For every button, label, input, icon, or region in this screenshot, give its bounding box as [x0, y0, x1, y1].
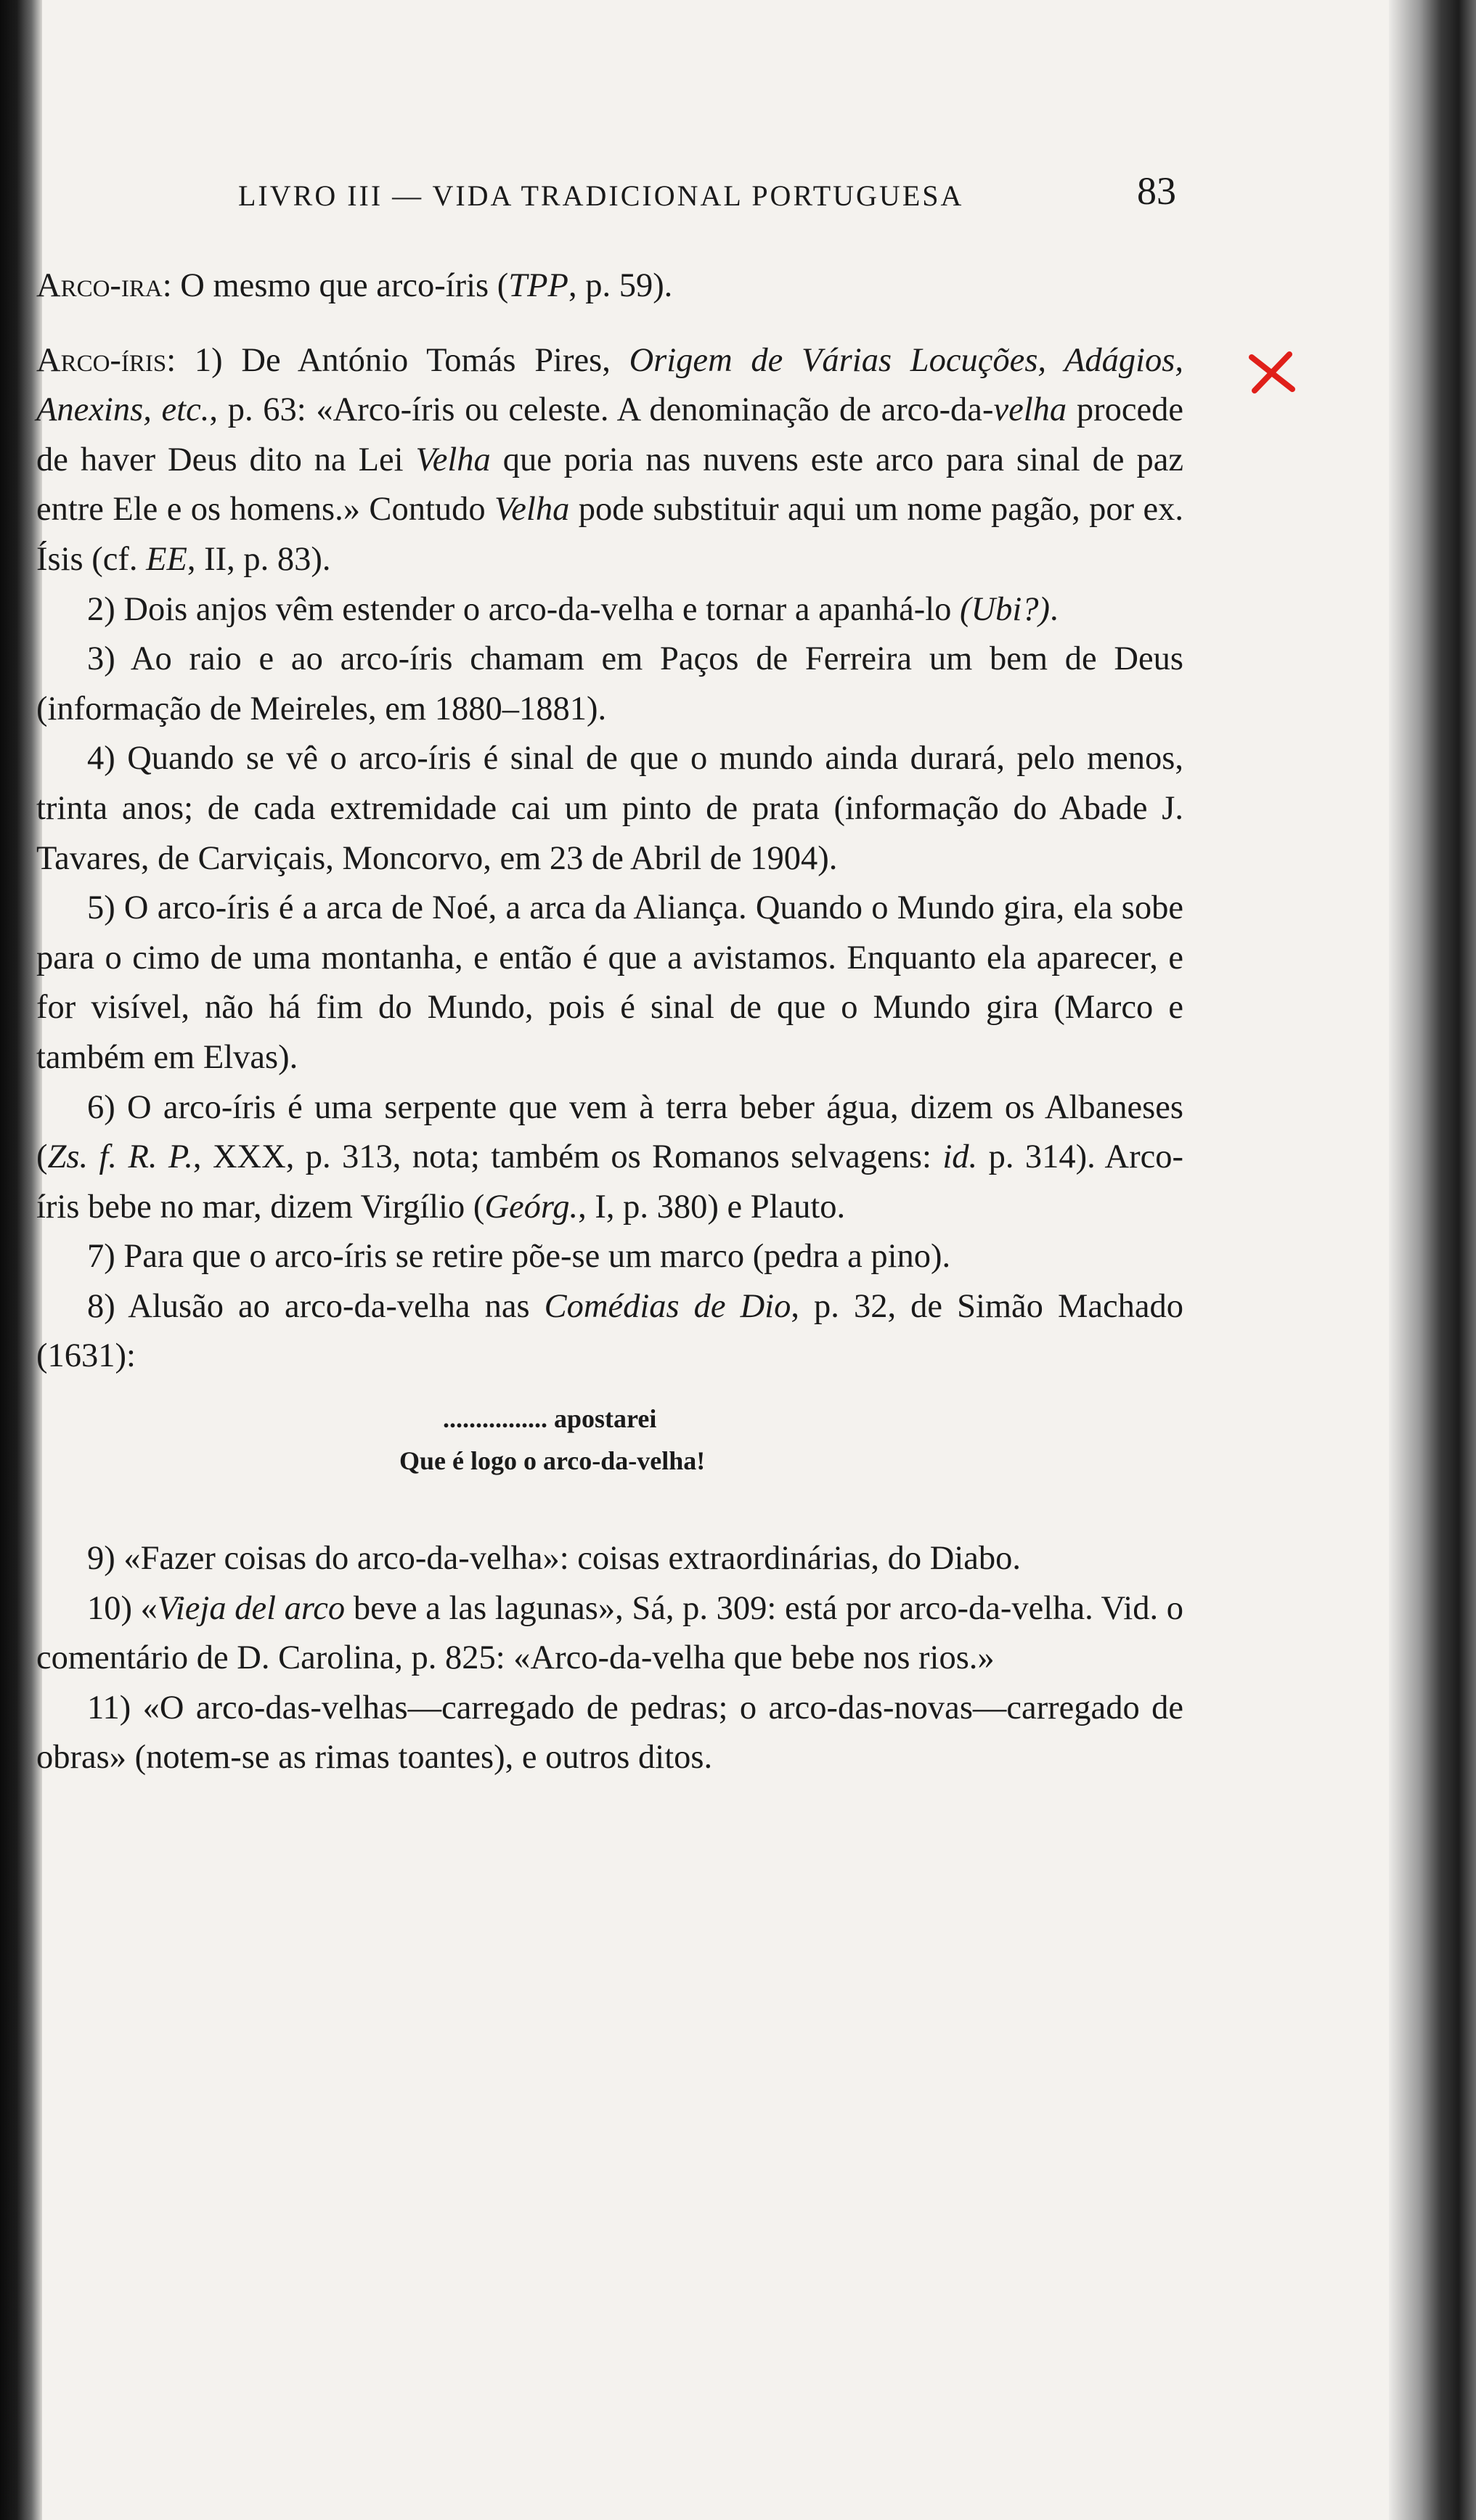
paragraph-4: 4) Quando se vê o arco-íris é sinal de que o mundo ainda durará, pelo menos, trinta anos; de cada extremidade cai um pinto de prata (informação do Abade J. Tavares, de Carviçais, Moncorvo, em 23 de Abril de 1904). [36, 740, 1183, 877]
page-number: 83 [1137, 169, 1176, 213]
paragraph-6: 6) O arco-íris é uma serpente que vem à terra beber água, dizem os Albaneses (Zs. f. R. P., XXX, p. 313, nota; também os Romanos selvagens: id. p. 314). Arco-íris bebe no mar, dizem Virgílio (Geórg., I, p. 380) e Plauto. [36, 1088, 1183, 1226]
entry-arco-iris: Arco-íris: 1) De António Tomás Pires, Origem de Várias Locuções, Adágios, Anexins, etc., p. 63: «Arco-íris ou celeste. A denominação de arco-da-velha procede de haver Deus dito na Lei Velha que poria nas nuvens este arco para sinal de paz entre Ele e os homens.» Contudo Velha pode substituir aqui um nome pagão, por ex. Ísis (cf. EE, II, p. 83). [36, 341, 1184, 578]
entry-arco-ira: Arco-ira: O mesmo que arco-íris (TPP, p. 59). [36, 267, 673, 304]
paragraph-2: 2) Dois anjos vêm estender o arco-da-velha e tornar a apanhá-lo (Ubi?). [87, 590, 1059, 628]
paragraph-10: 10) «Vieja del arco beve a las lagunas», Sá, p. 309: está por arco-da-velha. Vid. o comentário de D. Carolina, p. 825: «Arco-da-velha que bebe nos rios.» [36, 1589, 1183, 1677]
verse-quote [36, 1398, 1183, 1482]
red-x-mark-icon [1247, 347, 1297, 396]
paragraph-7: 7) Para que o arco-íris se retire põe-se um marco (pedra a pino). [87, 1238, 951, 1276]
verse-line-1: ................ apostarei [443, 1404, 657, 1434]
paragraph-11: 11) «O arco-das-velhas—carregado de pedras; o arco-das-novas—carregado de obras» (notem-se as rimas toantes), e outros ditos. [36, 1689, 1183, 1777]
header-title: LIVRO III — VIDA TRADICIONAL PORTUGUESA [238, 179, 964, 212]
paragraph-9: 9) «Fazer coisas do arco-da-velha»: coisas extraordinárias, do Diabo. [87, 1540, 1022, 1578]
page-body [36, 261, 1183, 1783]
paragraph-8: 8) Alusão ao arco-da-velha nas Comédias de Dio, p. 32, de Simão Machado (1631): [36, 1287, 1183, 1375]
entry-term: Arco-íris [36, 341, 167, 379]
paragraph-3: 3) Ao raio e ao arco-íris chamam em Paços de Ferreira um bem de Deus (informação de Meireles, em 1880–1881). [36, 640, 1183, 727]
running-header [238, 168, 1233, 234]
verse-line-2: Que é logo o arco-da-velha! [399, 1446, 706, 1476]
entry-term: Arco-ira [36, 267, 163, 304]
paragraph-5: 5) O arco-íris é a arca de Noé, a arca da Aliança. Quando o Mundo gira, ela sobe para o cimo de uma montanha, e então é que a avistamos. Enquanto ela aparecer, e for visível, não há fim do Mundo, pois é sinal de que o Mundo gira (Marco e também em Elvas). [36, 889, 1183, 1076]
scan-shadow-right [1389, 0, 1476, 2520]
